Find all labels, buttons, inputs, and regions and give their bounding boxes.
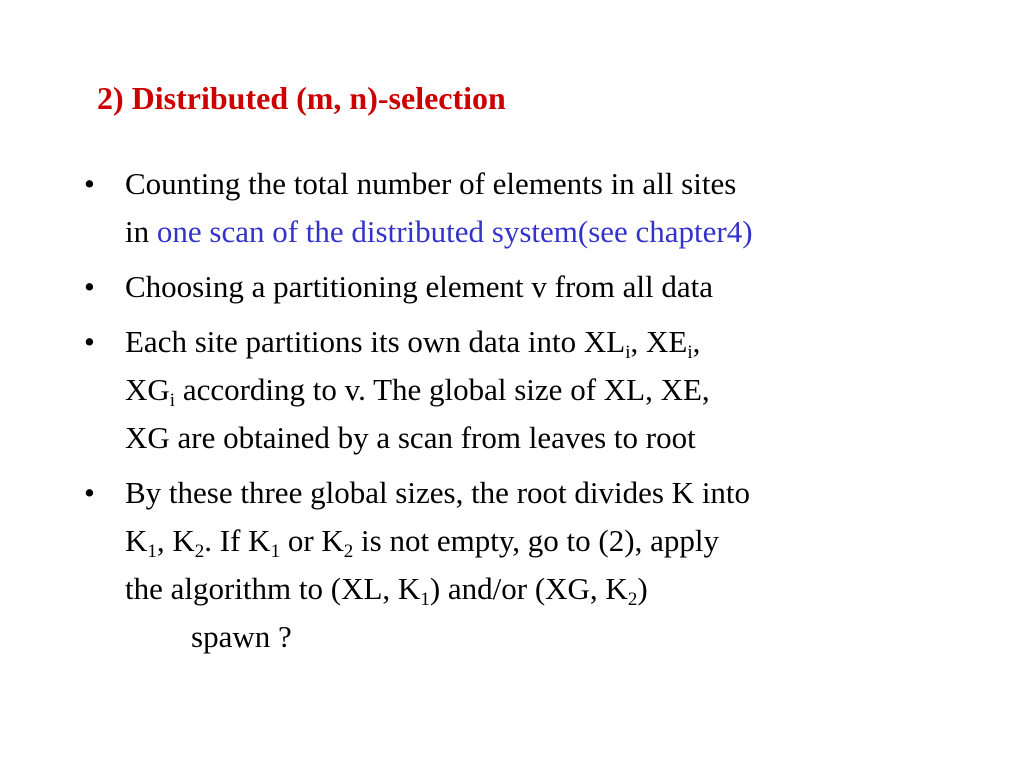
- subscript: i: [169, 390, 176, 411]
- bullet-text: in: [125, 214, 157, 249]
- bullet-text: the algorithm to (XL, K: [125, 571, 421, 606]
- subscript: 1: [147, 541, 157, 562]
- subscript: 2: [343, 541, 354, 562]
- bullet-marker: •: [84, 269, 95, 304]
- bullet-text-line: [125, 469, 984, 517]
- subscript: i: [687, 342, 693, 363]
- bullet-text: By these three global sizes, the root divides K into: [125, 475, 751, 510]
- bullet-item-counting: [84, 160, 984, 256]
- subscript: 1: [420, 589, 430, 610]
- bullet-text: Counting the total number of elements in all sites: [125, 166, 737, 201]
- bullet-item-partitions: [84, 318, 984, 462]
- bullet-text: . If K: [204, 523, 271, 558]
- bullet-text-line: [125, 414, 984, 462]
- bullet-item-choosing: [84, 263, 984, 311]
- bullet-text: K: [125, 523, 148, 558]
- bullet-list: [84, 160, 984, 668]
- bullet-text: ): [637, 571, 648, 606]
- bullet-text-line: [125, 517, 984, 565]
- bullet-text: Each site partitions its own data into XL: [125, 324, 626, 359]
- bullet-text: XG: [125, 372, 170, 407]
- bullet-text-line: [125, 565, 984, 613]
- bullet-text: or K: [280, 523, 344, 558]
- bullet-text-line: [125, 263, 984, 311]
- bullet-text: XG are obtained by a scan from leaves to root: [125, 420, 696, 455]
- slide-title: 2) Distributed (m, n)-selection: [97, 80, 506, 116]
- bullet-item-global-sizes: [84, 469, 984, 661]
- bullet-text: Choosing a partitioning element v from all data: [125, 269, 714, 304]
- bullet-marker: •: [84, 475, 95, 510]
- bullet-text: according to v. The global size of XL, XE,: [175, 372, 710, 407]
- subscript: 2: [194, 541, 205, 562]
- bullet-text: , K: [156, 523, 195, 558]
- chapter-reference-text: one scan of the distributed system(see chapter4): [156, 214, 753, 249]
- bullet-text-line: [125, 366, 984, 414]
- bullet-text: is not empty, go to (2), apply: [353, 523, 719, 558]
- bullet-text: ) and/or (XG, K: [429, 571, 628, 606]
- bullet-text: ,: [692, 324, 701, 359]
- subscript: 1: [270, 541, 281, 562]
- subscript: 2: [627, 589, 638, 610]
- subscript: i: [625, 342, 631, 363]
- bullet-text-line: [125, 160, 984, 208]
- bullet-text-line: [125, 208, 984, 256]
- bullet-marker: •: [84, 166, 95, 201]
- bullet-text-line: [125, 613, 984, 661]
- spawn-question-text: spawn ?: [191, 619, 292, 654]
- bullet-marker: •: [84, 324, 95, 359]
- bullet-text-line: [125, 318, 984, 366]
- bullet-text: , XE: [630, 324, 688, 359]
